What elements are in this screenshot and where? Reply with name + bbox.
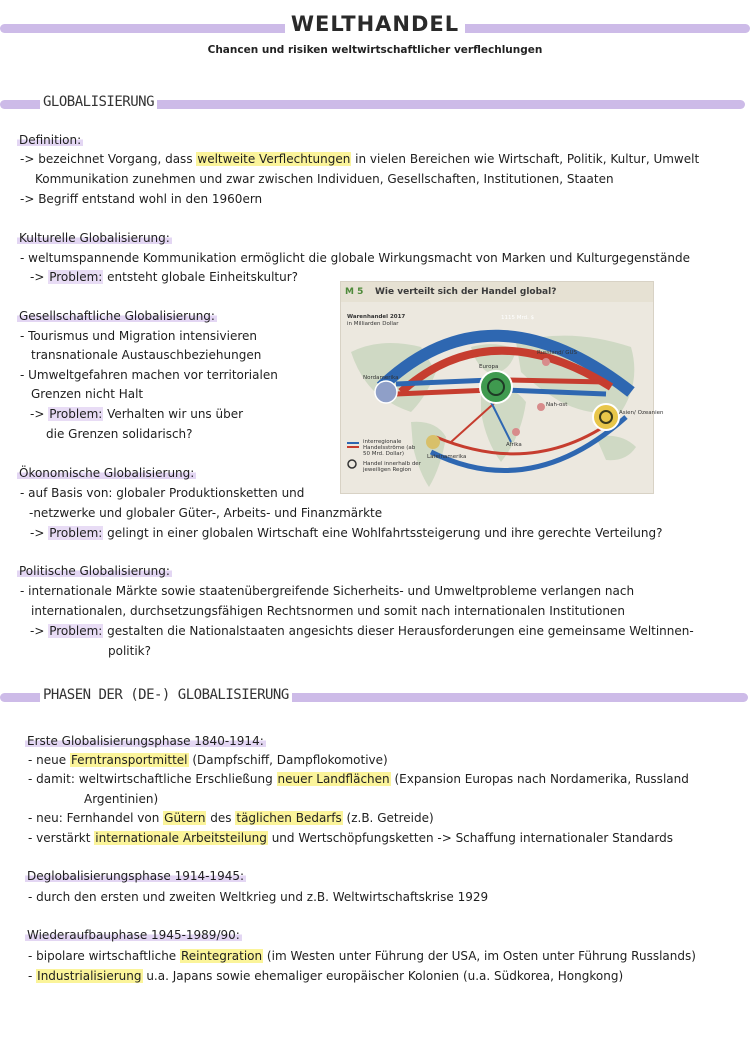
heading-wiederaufbau: Wiederaufbauphase 1945-1989/90: [27, 928, 240, 942]
heading-definition: Definition: [19, 133, 82, 147]
erste-line-2-cont: Argentinien) [84, 792, 159, 806]
oekonomisch-line-2: -netzwerke und globaler Güter-, Arbeits- und Finanzmärkte [29, 506, 383, 520]
continent-oceania [596, 436, 636, 460]
politisch-line-1: - internationale Märkte sowie staatenübergreifende Sicherheits- und Umweltprobleme verlangen nach [20, 584, 635, 598]
gesellschaftlich-line-3: - Umweltgefahren machen vor territorialen [20, 368, 278, 382]
gesellschaftlich-line-2: transnationale Austauschbeziehungen [31, 348, 262, 362]
map-subtitle-1: Warenhandel 2017 [347, 314, 406, 320]
heading-gesellschaftlich: Gesellschaftliche Globalisierung: [19, 309, 215, 323]
definition-line-1: -> bezeichnet Vorgang, dass weltweite Verflechtungen in vielen Bereichen wie Wirtschaft, Politik, Kultur, Umwelt [20, 152, 700, 166]
gesellschaftlich-problem-cont: die Grenzen solidarisch? [46, 427, 193, 441]
label-nahost: Nah-ost [546, 402, 568, 408]
map-header [341, 282, 653, 302]
map-question: Wie verteilt sich der Handel global? [375, 287, 557, 297]
erste-line-1: - neue Ferntransportmittel (Dampfschiff, Dampflokomotive) [28, 753, 388, 767]
oekonomisch-problem: -> Problem: gelingt in einer globalen Wirtschaft eine Wohlfahrtssteigerung und ihre gerechte Verteilung? [30, 526, 663, 540]
deglob-line-1: - durch den ersten und zweiten Weltkrieg und z.B. Weltwirtschaftskrise 1929 [28, 890, 489, 904]
politisch-line-2: internationalen, durchsetzungsfähigen Rechtsnormen und somit nach internationalen Institutionen [31, 604, 625, 618]
circle-asien [593, 404, 619, 430]
erste-line-4: - verstärkt internationale Arbeitsteilung und Wertschöpfungsketten -> Schaffung internationaler Standards [28, 831, 674, 845]
circle-nahost [537, 403, 545, 411]
label-europa: Europa [479, 364, 499, 370]
erste-line-2: - damit: weltwirtschaftliche Erschließung neuer Landflächen (Expansion Europas nach Nordamerika, Russland [28, 772, 689, 786]
label-afrika: Afrika [506, 442, 522, 448]
erste-line-3: - neu: Fernhandel von Gütern des täglichen Bedarfs (z.B. Getreide) [28, 811, 434, 825]
heading-oekonomisch: Ökonomische Globalisierung: [19, 466, 195, 480]
section-title-phasen: PHASEN DER (DE-) GLOBALISIERUNG [40, 687, 292, 703]
map-subtitle-2: in Milliarden Dollar [347, 321, 399, 327]
politisch-problem: -> Problem: gestalten die Nationalstaaten angesichts dieser Herausforderungen eine gemeinsame Weltinnen- [30, 624, 694, 638]
map-tag: M 5 [345, 287, 364, 297]
politisch-problem-cont: politik? [108, 644, 151, 658]
trade-map-figure [340, 281, 664, 494]
circle-nordamerika [375, 381, 397, 403]
map-legend-2: Handel innerhalb der jeweiligen Region [363, 461, 421, 473]
map-total: 1115 Mrd. $ [501, 315, 535, 321]
oekonomisch-line-1: - auf Basis von: globaler Produktionsketten und [20, 486, 305, 500]
circle-europa [480, 371, 512, 403]
label-russland: Russland/ GUS [537, 350, 578, 356]
definition-line-2: Kommunikation zunehmen und zwar zwischen Individuen, Gesellschaften, Institutionen, Staaten [35, 172, 614, 186]
kulturell-problem: -> Problem: entsteht globale Einheitskultur? [30, 270, 299, 284]
map-legend-1: interregionale Handelsströme (ab 50 Mrd. Dollar) [363, 439, 416, 457]
page-subtitle: Chancen und risiken weltwirtschaftlicher verflechlungen [207, 44, 543, 56]
heading-kulturell: Kulturelle Globalisierung: [19, 231, 170, 245]
gesellschaftlich-line-4: Grenzen nicht Halt [31, 387, 144, 401]
heading-politisch: Politische Globalisierung: [19, 564, 170, 578]
label-lateinamerika: Lateinamerika [427, 454, 467, 460]
definition-line-3: -> Begriff entstand wohl in den 1960ern [20, 192, 263, 206]
circle-afrika [512, 428, 520, 436]
section-title-globalisierung: GLOBALISIERUNG [40, 94, 157, 110]
gesellschaftlich-problem: -> Problem: Verhalten wir uns über [30, 407, 244, 421]
wiederaufbau-line-1: - bipolare wirtschaftliche Reintegration (im Westen unter Führung der USA, im Osten unter Führung Russlands) [28, 949, 696, 963]
page-title: WELTHANDEL [0, 12, 750, 36]
heading-deglobalisierung: Deglobalisierungsphase 1914-1945: [27, 869, 245, 883]
circle-russland [542, 358, 550, 366]
label-asien: Asien/ Ozeanien [619, 410, 664, 416]
label-nordamerika: Nordamerika [363, 375, 399, 381]
circle-lateinamerika [426, 435, 440, 449]
gesellschaftlich-line-1: - Tourismus und Migration intensivieren [20, 329, 257, 343]
kulturell-line-1: - weltumspannende Kommunikation ermöglicht die globale Wirkungsmacht von Marken und Kulturgegenstände [20, 251, 690, 265]
heading-erste-phase: Erste Globalisierungsphase 1840-1914: [27, 734, 264, 748]
wiederaufbau-line-2: - Industrialisierung u.a. Japans sowie ehemaliger europäischer Kolonien (u.a. Südkorea, Hongkong) [28, 969, 624, 983]
